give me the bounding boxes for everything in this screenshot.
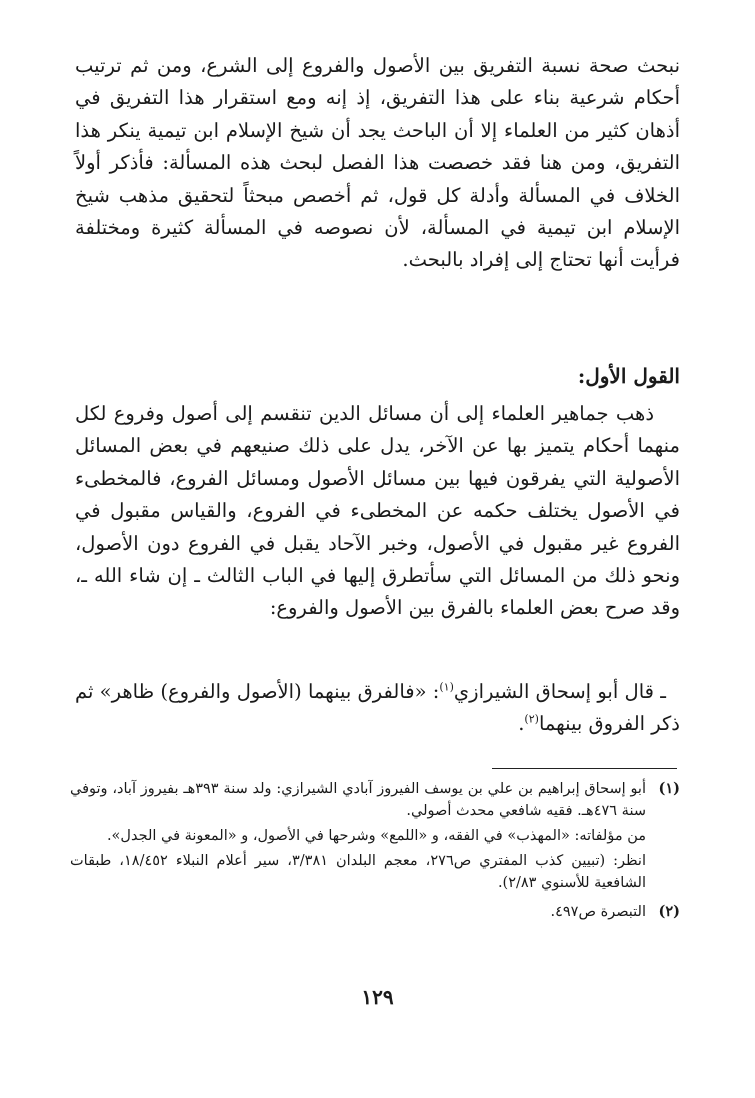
body-paragraph-2: ذهب جماهير العلماء إلى أن مسائل الدين تنقسم إلى أصول وفروع لكل منهما أحكام يتميز بها عن الآخر، يدل على ذلك صنيعهم في بعض المسائل الأصولية التي يفرقون فيها بين مسائل الأصول ومسائل الفروع، فالمخطىء في الأصول يختلف حكمه عن المخطىء في الفروع، والقياس مقبول في الفروع غير مقبول في الأصول، وخبر الآحاد يقبل في الفروع دون الأصول، ونحو ذلك من المسائل التي سأتطرق إليها في الباب الثالث ـ إن شاء الله ـ، وقد صرح بعض العلماء بالفرق بين الأصول والفروع:: [75, 402, 680, 620]
footnote-1-line-1: أبو إسحاق إبراهيم بن علي بن يوسف الفيروز آبادي الشيرازي: ولد سنة ٣٩٣هـ بفيروز آباد، وتوفي سنة ٤٧٦هـ. فقيه شافعي محدث أصولي.: [70, 781, 646, 819]
quote-end: .: [518, 712, 525, 736]
footnote-1: [70, 778, 680, 897]
footnote-2-body: [70, 901, 646, 926]
footnote-2: [70, 901, 680, 926]
footnote-ref-1[interactable]: (١): [439, 680, 454, 694]
footnote-1-line-3: انظر: (تبيين كذب المفتري ص٢٧٦، معجم البلدان ٣/٣٨١، سير أعلام النبلاء ١٨/٤٥٢، طبقات الشافعية للأسنوي ٢/٨٣).: [70, 853, 646, 891]
footnote-1-body: [70, 778, 646, 897]
quote-text-1: ـ قال أبو إسحاق الشيرازي: [453, 680, 666, 703]
quote-text-2: : «فالفرق بينهما (الأصول والفروع) ظاهر» ثم ذكر الفروق بينهما: [75, 680, 680, 736]
footnote-2-line-1: التبصرة ص٤٩٧.: [550, 904, 646, 920]
footnote-1-line-2: من مؤلفاته: «المهذب» في الفقه، و «اللمع» وشرحها في الأصول، و «المعونة في الجدل».: [106, 828, 646, 844]
section-heading: القول الأول:: [577, 364, 680, 388]
footnote-2-number: (٢): [658, 903, 680, 920]
page-number: ١٢٩: [361, 985, 394, 1009]
footnotes: [70, 778, 680, 930]
footnote-1-number: (١): [658, 780, 680, 797]
footnote-ref-2[interactable]: (٢): [524, 712, 539, 726]
body-paragraph-1: نبحث صحة نسبة التفريق بين الأصول والفروع إلى الشرع، ومن ثم ترتيب أحكام شرعية بناء على هذا التفريق، إذ إنه ومع استقرار هذا التفريق في أذهان كثير من العلماء إلا أن الباحث يجد أن شيخ الإسلام ابن تيمية ينكر هذا التفريق، ومن هنا فقد خصصت هذا الفصل لبحث هذه المسألة: فأذكر أولاً الخلاف في المسألة وأدلة كل قول، ثم أخصص مبحثاً لتحقيق مذهب شيخ الإسلام ابن تيمية في المسألة، لأن نصوصه في المسألة كثيرة ومختلفة فرأيت أنها تحتاج إلى إفراد بالبحث.: [75, 54, 680, 272]
body-quote-paragraph: [75, 676, 680, 741]
footnote-divider: [492, 768, 677, 769]
